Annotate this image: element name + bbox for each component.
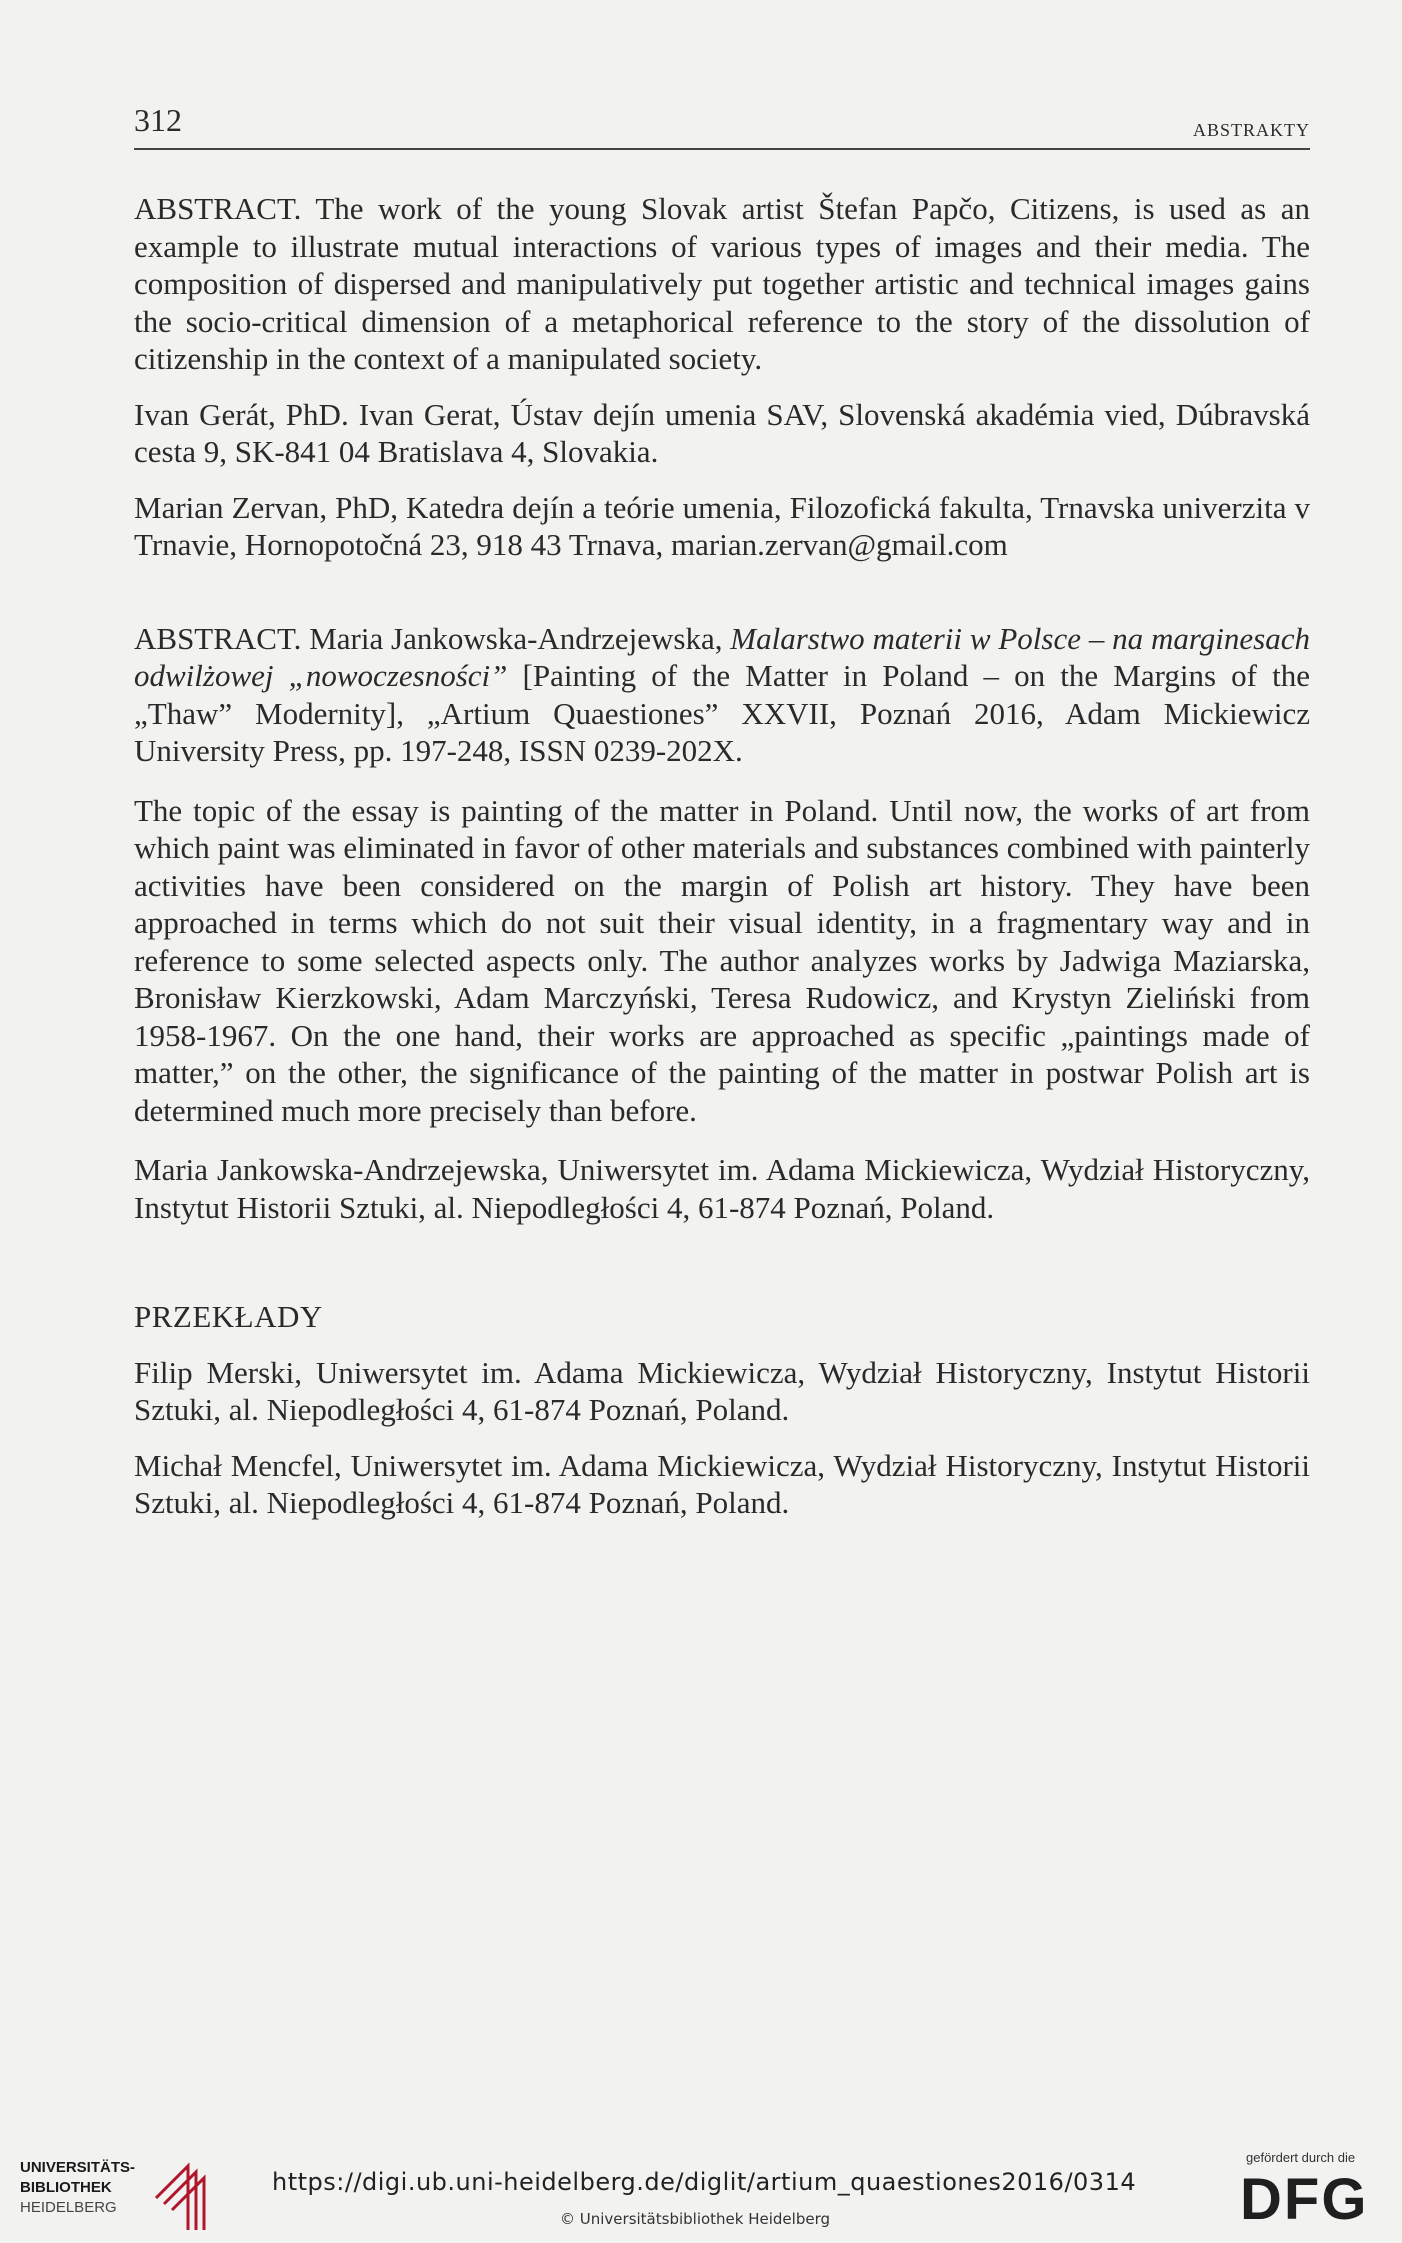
dfg-caption: gefördert durch die [1246,2150,1356,2165]
dfg-logo [1240,2150,1390,2240]
page-content [134,190,1310,1522]
author-affiliation: Maria Jankowska-Andrzejewska, Uniwersytet im. Adama Mickiewicza, Wydział Historyczny, Instytut Historii Sztuki, al. Niepodległości 4, 61-874 Poznań, Poland. [134,1152,1310,1225]
copyright-notice: © Universitätsbibliothek Heidelberg [560,2210,831,2228]
section-heading: PRZEKŁADY [134,1299,323,1334]
abstract-paragraph: ABSTRACT. The work of the young Slovak artist Štefan Papčo, Citizens, is used as an example to illustrate mutual interactions of various types of images and their media. The composition of dispersed and manipulatively put together artistic and technical images gains the socio-critical dimension of a metaphorical reference to the story of the dissolution of citizenship in the context of a manipulated society. [134,191,1310,376]
page-header [134,100,1310,150]
running-head: ABSTRAKTY [1192,120,1310,140]
citation-title: Malarstwo materii w Polsce – na marginesach odwilżowej „nowoczesności” [134,620,1310,693]
page-number: 312 [134,102,182,138]
author-affiliation: Ivan Gerát, PhD. Ivan Gerat, Ústav dejín umenia SAV, Slovenská akadémia vied, Dúbravská cesta 9, SK-841 04 Bratislava 4, Slovakia. [134,396,1310,469]
digitization-footer [0,2140,1402,2243]
library-logo [20,2158,210,2236]
citation-suffix: [Painting of the Matter in Poland – on the Margins of the „Thaw” Modernity], „Artium Quaestiones” XXVII, Poznań 2016, Adam Mickiewicz University Press, pp. 197-248, ISSN 0239-202X. [134,658,1310,768]
dfg-wordmark: DFG [1240,2167,1369,2232]
library-name: UNIVERSITÄTS- BIBLIOTHEK HEIDELBERG [20,2159,136,2216]
abstract-citation [134,620,1310,770]
citation-prefix: ABSTRACT. Maria Jankowska-Andrzejewska, [134,620,731,656]
translator-affiliation: Michał Mencfel, Uniwersytet im. Adama Mickiewicza, Wydział Historyczny, Instytut Historii Sztuki, al. Niepodległości 4, 61-874 Poznań, Poland. [134,1447,1310,1520]
abstract-paragraph: The topic of the essay is painting of the matter in Poland. Until now, the works of art from which paint was eliminated in favor of other materials and substances combined with painterly activities have been considered on the margin of Polish art history. They have been approached in terms which do not suit their visual identity, in a fragmentary way and in reference to some selected aspects only. The author analyzes works by Jadwiga Maziarska, Bronisław Kierzkowski, Adam Marczyński, Teresa Rudowicz, and Krystyn Zieliński from 1958-1967. On the one hand, their works are approached as specific „paintings made of matter,” on the other, the significance of the painting of the matter in postwar Polish art is determined much more precisely than before. [134,792,1310,1128]
author-affiliation: Marian Zervan, PhD, Katedra dejín a teórie umenia, Filozofická fakulta, Trnavska univerzita v Trnavie, Hornopotočná 23, 918 43 Trnava, marian.zervan@gmail.com [134,489,1310,562]
translator-affiliation: Filip Merski, Uniwersytet im. Adama Mickiewicza, Wydział Historyczny, Instytut Historii Sztuki, al. Niepodległości 4, 61-874 Poznań, Poland. [134,1354,1310,1427]
source-url-link[interactable]: https://digi.ub.uni-heidelberg.de/diglit/artium_quaestiones2016/0314 [272,2168,1137,2196]
library-mark-icon [148,2160,218,2236]
